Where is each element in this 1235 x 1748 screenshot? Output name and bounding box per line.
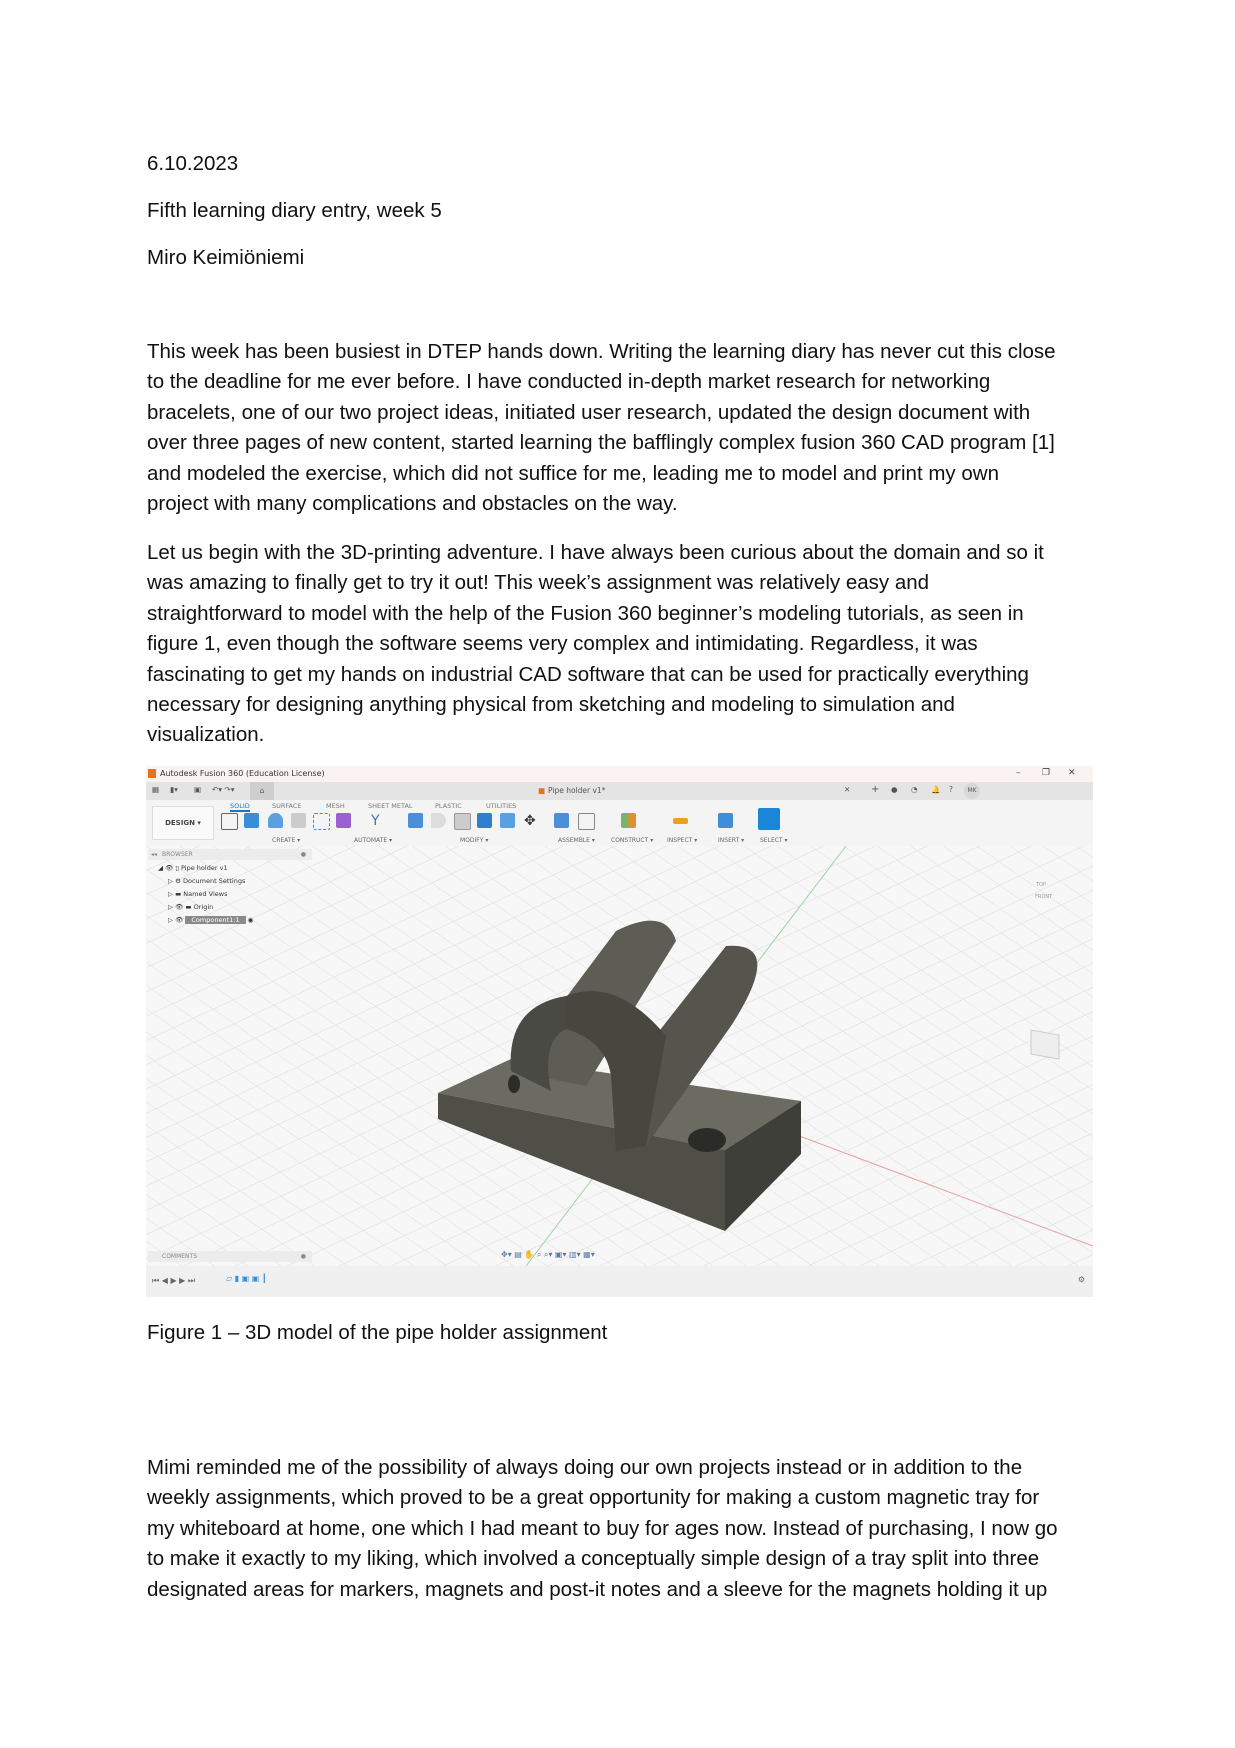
tab-surface[interactable]: SURFACE [272,802,302,810]
move-icon[interactable]: ✥ [524,813,536,829]
timeline [146,1266,1093,1297]
paragraph-line: project with many complications and obstacles on the way. [147,492,678,515]
select-icon[interactable] [758,808,780,830]
figure-caption: Figure 1 – 3D model of the pipe holder assignment [147,1321,608,1344]
comments-panel[interactable] [148,1251,312,1262]
ribbon [146,800,1093,847]
tab-utilities[interactable]: UTILITIES [486,802,517,810]
paragraph-line: over three pages of new content, started learning the bafflingly complex fusion 360 CAD program [1] [147,431,1055,455]
split-icon[interactable] [500,813,515,828]
paragraph-line: Mimi reminded me of the possibility of always doing our own projects instead or in addition to the [147,1456,1023,1479]
paragraph-line: designated areas for markers, magnets and post-it notes and a sleeve for the magnets holding it up [147,1577,1048,1601]
group-automate[interactable]: AUTOMATE ▾ [354,837,393,844]
insert-image-icon[interactable] [718,813,733,828]
tab-row [146,782,1093,800]
document-tab[interactable] [538,782,1093,800]
fusion-logo-icon [148,769,156,778]
paragraph-line: was amazing to finally get to try it out! This week’s assignment was relatively easy and [147,571,930,595]
timeline-playback-controls[interactable]: ⏮ ◀ ▶ ▶ ⏭ [152,1276,196,1285]
offset-plane-icon[interactable] [621,813,636,828]
paragraph-line: fascinating to get my hands on industrial CAD software that can be used for practically everything [147,662,1029,686]
minimize-icon[interactable]: – [1016,768,1021,778]
group-inspect[interactable]: INSPECT ▾ [667,837,698,844]
job-status-icon[interactable]: ◔ [911,785,918,794]
group-create[interactable]: CREATE ▾ [272,837,301,844]
automate-icon[interactable]: Y [371,813,380,829]
viewcube-top: TOP [1036,882,1047,888]
user-avatar[interactable]: MK [964,783,980,799]
group-assemble[interactable]: ASSEMBLE ▾ [558,837,595,844]
group-construct[interactable]: CONSTRUCT ▾ [611,837,654,844]
comments-label: COMMENTS [162,1253,198,1260]
paragraph-line: to make it exactly to my liking, which involved a conceptually simple design of a tray split into three [147,1547,1040,1571]
component-icon: ■ [538,786,546,795]
combine-icon[interactable] [477,813,492,828]
navigation-bar[interactable]: ✥▾ ▤ ✋ ⌕ ⌕▾ ▣▾ ▥▾ ▦▾ [501,1250,595,1259]
app-title: Autodesk Fusion 360 (Education License) [160,769,325,778]
date: 6.10.2023 [147,152,239,175]
timeline-features[interactable]: ▱ ▮ ▣ ▣ ┃ [226,1274,267,1283]
joint-icon[interactable] [578,813,595,830]
revolve-icon[interactable] [268,813,283,828]
extensions-icon[interactable]: ● [891,785,898,794]
viewport-scene [146,846,1093,1266]
tree-item-component[interactable]: ▷ 👁 Component1:1 ◉ [168,916,254,924]
undo-icon[interactable]: ↶▾ ↷▾ [212,785,235,794]
entry-title: Fifth learning diary entry, week 5 [147,199,442,222]
restore-icon[interactable]: ❐ [1042,768,1051,778]
tab-mesh[interactable]: MESH [326,802,345,810]
new-component-icon[interactable] [554,813,569,828]
new-tab-icon[interactable]: + [871,784,880,795]
timeline-settings-icon[interactable]: ⚙ [1077,1275,1085,1284]
fusion360-screenshot [146,766,1093,1297]
home-icon[interactable]: ⌂ [250,782,274,800]
paragraph-line: figure 1, even though the software seems very complex and intimidating. Regardless, it was [147,632,978,656]
paragraph-line: and modeled the exercise, which did not suffice for me, leading me to model and print my own [147,461,999,485]
fillet-icon[interactable] [431,813,446,828]
document-tab-label: Pipe holder v1* [548,786,606,795]
extrude-icon[interactable] [244,813,259,828]
create-form-icon[interactable] [336,813,351,828]
file-icon[interactable]: ▮▾ [170,785,178,794]
pin-icon[interactable]: ● [300,851,306,858]
paragraph-line: bracelets, one of our two project ideas, initiated user research, updated the design document with [147,400,1031,424]
viewcube-front: FRONT [1035,894,1053,900]
group-insert[interactable]: INSERT ▾ [718,837,745,844]
paragraph-line: my whiteboard at home, one which I had meant to buy for ages now. Instead of purchasing, I now go [147,1516,1058,1540]
tab-solid[interactable]: SOLID [230,802,250,810]
notifications-icon[interactable]: 🔔 [931,785,941,794]
collapse-icon[interactable]: ◂◂ [151,851,158,858]
paragraph-line: to the deadline for me ever before. I have conducted in-depth market research for networking [147,370,991,394]
apps-grid-icon[interactable]: ▦ [152,785,160,794]
tree-item-origin[interactable]: ▷ 👁 ▬ Origin [168,903,214,911]
tree-item-named-views[interactable]: ▷ ▬ Named Views [168,890,228,898]
paragraph-line: Let us begin with the 3D-printing adventure. I have always been curious about the domain and so it [147,541,1044,564]
measure-icon[interactable] [673,818,688,824]
shell-icon[interactable] [454,813,471,830]
paragraph-line: necessary for designing anything physical from sketching and modeling to simulation and [147,693,955,716]
title-bar [146,766,1093,782]
tab-close-icon[interactable]: ✕ [844,785,851,794]
workspace-dropdown[interactable]: DESIGN ▾ [152,806,214,840]
tab-plastic[interactable]: PLASTIC [435,802,462,810]
browser-panel-header[interactable] [148,849,312,860]
group-modify[interactable]: MODIFY ▾ [460,837,489,844]
paragraph-line: straightforward to model with the help of the Fusion 360 beginner’s modeling tutorials, as seen in [147,601,1024,625]
hole-icon[interactable] [291,813,306,828]
help-icon[interactable]: ? [949,785,953,794]
group-select[interactable]: SELECT ▾ [760,837,788,844]
create-sketch-icon[interactable] [221,813,238,830]
comments-pin-icon[interactable]: ● [300,1253,306,1260]
tab-sheet-metal[interactable]: SHEET METAL [368,802,413,810]
tree-item-root[interactable]: ◢ 👁 ▯ Pipe holder v1 [158,864,228,872]
browser-label: BROWSER [162,851,193,858]
save-icon[interactable]: ▣ [194,785,202,794]
paragraph-line: This week has been busiest in DTEP hands down. Writing the learning diary has never cut this close [147,340,1056,363]
pattern-icon[interactable] [313,813,330,830]
paragraph-line: visualization. [147,723,265,747]
tree-item-document-settings[interactable]: ▷ ⚙ Document Settings [168,877,246,885]
press-pull-icon[interactable] [408,813,423,828]
author: Miro Keimiöniemi [147,246,305,269]
viewport[interactable] [146,846,1093,1266]
paragraph-line: weekly assignments, which proved to be a great opportunity for making a custom magnetic tray for [147,1486,1040,1510]
close-icon[interactable]: ✕ [1068,768,1076,778]
